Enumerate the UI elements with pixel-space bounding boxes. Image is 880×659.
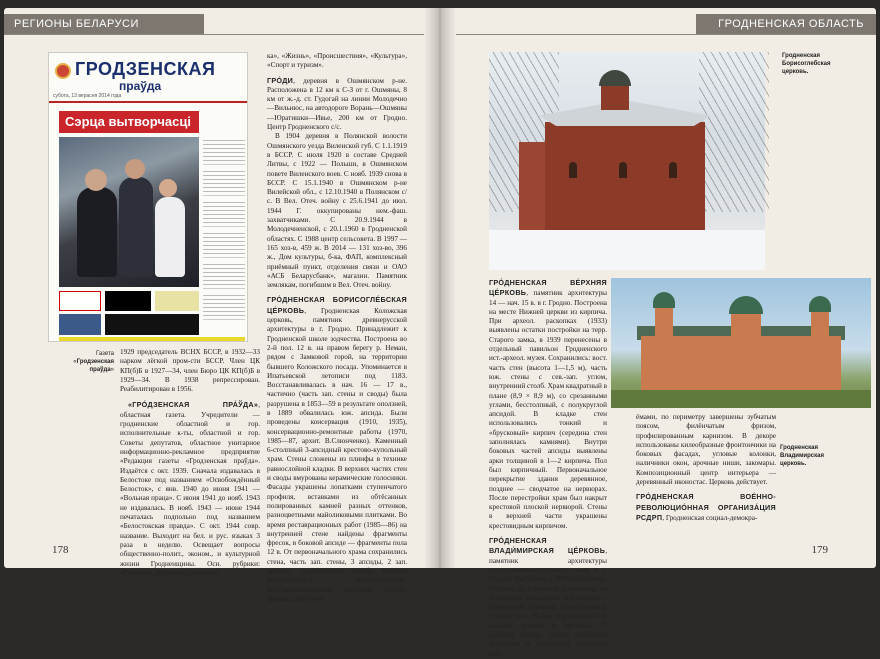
- newspaper-logo: ГРОДЗЕНСКАЯ: [75, 59, 216, 79]
- newspaper-image: [48, 52, 248, 342]
- entry-borisoglebskaya: ГРО́ДНЕНСКАЯ БОРИСОГЛЕ́БСКАЯ ЦЕ́РКОВЬ, Гродненская Коложская церковь, памятник древнерусской архитектуры в г. Гродно. Принадлежит к Гродненской школе зодчества. Построена во 2-й пол. 12 в. на правом берегу р. Неман, рядом с Замковой горой, на территории бывшего Коложского посада. Упоминается в Ипатьевской летописи под 1183. Восстанавливалась в нач. 16 — 17 в., частично (часть зап. стены и своды) была разрушена в 1853—59 в результате оползней, в 1889 обвалилась юж. апсида. Были проведены консервация (1910, 1935), консервационно-ремонтные работы (1970, 1985—87, архит. В.Слюнченко). Каменный 6-столпный 3-апсидный крестово-купольный храм. Стены сложены из плинфы в технике равнослойной кладки. В верхних частях стен и своды вмурованы керамические голосники. Фасады украшены лопатками ступенчатого профиля, вставками из обтёсанных полированных камней разных оттенков, разноцветными майоликовыми плитками. Во время реставрационных работ (1985—86) на внутренней стене найдены фрагменты фресок, в боковой апсиде — фрагменты пола 12 в. От первоначального храма сохранились стена, часть зап. стены, 3 апсиды, 2 зап. круглых подкупольных столба. Ведётся реконструкция с реставрационно-восстановительными работами (2014). Церковь действует.: [267, 295, 407, 603]
- entry-vladimirskaya: ГРО́ДНЕНСКАЯ ВЛАДИ́МИРСКАЯ ЦЕ́РКОВЬ, памятник архитектуры ретроспективно-русского стиля в г. Гродно. Построена в 1896 из кирпича. Состоит из 2-ярусной (восьмерик на четверике) колокольни под шатром с луковичной головкой, прямоугольных в плане осн. объёма под шатровой 4-скатной крышей и притвора, 5-гранной апсиды. Стены прорезаны арочными и лучковыми оконными про-: [489, 536, 607, 658]
- header-rule: [4, 34, 424, 35]
- newspaper-footer-strip: [59, 337, 245, 341]
- photo-caption: Гродненская Владимирская церковь.: [780, 445, 824, 467]
- vladimirskaya-church-photo: [611, 278, 871, 408]
- right-page: [440, 8, 876, 658]
- section-header: РЕГИОНЫ БЕЛАРУСИ: [4, 14, 204, 34]
- right-column-2: [636, 413, 776, 523]
- borisoglebskaya-church-photo: [489, 52, 765, 270]
- emblem-icon: [55, 63, 71, 79]
- left-page: [4, 8, 440, 603]
- entry-grodzenskaya-prauda: «ГРО́ДЗЕНСКАЯ ПРА́ЎДА», областная газета. Учредители — гродненские областной и гор. исполнительные к-ты, областной и гор. Советы депутатов, областное унитарное информационно-рекламное предприятие «Редакция газеты «Гродзенская праўда». Издаётся с окт. 1939. Сначала издавалась в Белостоке под названием «Освобождённый Белосток», с янв. 1940 до июня 1941 — «Вольная праца». С июня 1941 до нояб. 1943 не издавалась. В нояб. 1943 — июне 1944 печаталась подпольно под названием «Белостокская правда». С окт. 1944 совр. название. Выходит на бел. и рус. языках 3 раза в неделю. Освещает вопросы общественно-полит., эконом., и культурной жизни Гродненщины. Осн. рубрики: «Главное», «Власть», «Экономи-: [120, 400, 260, 577]
- paragraph: В 1904 деревня в Полянской волости Ошмянского уезда Виленской губ. С 1.1.1919 в БССР. С июля 1920 в составе Средней Литвы, с 1922 — Польши, в Ошмянском повете Виленского воев. С нояб. 1939 снова в БССР. С 15.1.1940 в Ошмянском р-не Вилейской обл., с 12.10.1940 в Полянском с/с. В Вел. Отеч. войну с 25.6.1941 до июл. 1944 Г. оккупированы нем.-фаш. захватчиками. С 20.9.1944 в Молодечненской, с 20.1.1960 в Гродненской областях. С 1988 центр сельсовета. В 1997 — 165 хоз-в, 459 ж. В 2014 — 131 хоз-во, 396 ж., Дом культуры, б-ка, ФАП, комплексный приёмный пункт, отделения связи и ОАО «АСБ Беларусбанк», магазин. Памятник землякам, погибшим в Вел. Отеч. войну.: [267, 132, 407, 290]
- photo-caption: Гродненская Борисоглебская церковь.: [782, 53, 831, 75]
- newspaper-caption: Газета «Гродзенская праўда»: [73, 351, 114, 373]
- left-column-2: [267, 52, 407, 604]
- newspaper-ads: [59, 291, 199, 335]
- header-rule: [456, 34, 876, 35]
- page-number: 179: [811, 544, 828, 556]
- page-number: 178: [52, 544, 69, 556]
- section-header: ГРОДНЕНСКАЯ ОБЛАСТЬ: [696, 14, 876, 34]
- newspaper-headline: Сэрца вытворчасці: [59, 111, 199, 133]
- paragraph: 1929 председатель ВСНХ БССР, в 1932—33 нарком лёгкой пром-сти БССР. Член ЦК КП(б)Б в 1927—34, член Бюро ЦК КП(б)Б в 1929—34. В 1938 репрессирован. Реабилитирован в 1956.: [120, 348, 260, 394]
- entry-rsdrp: ГРО́ДНЕНСКАЯ ВОЕ́ННО-РЕВОЛЮЦИО́ННАЯ ОРГАНИЗА́ЦИЯ РСДРП, Гродненская социал-демокра-: [636, 492, 776, 522]
- entry-verkhnyaya: ГРО́ДНЕНСКАЯ ВЕ́РХНЯЯ ЦЕ́РКОВЬ, памятник архитектуры 14 — нач. 15 в. в г. Гродно. Построена на месте Нижней церкви из кирпича. При археол. раскопках (1933) выявлены остатки постройки на терр. Старого замка, в 1939 перенесены в отдельный павильон Гродненского ист.-археол. музея. Сохранились: вост. часть стен (высота 1—1,5 м), часть юж. стены с сев.-зап. углом, внутренний столб. Храм квадратный в плане (8,9 × 8,9 м), со срезанными углами, бесстолпный, с полукруглой апсидой. В кладке стен использовались тонкий и «брусковый» кирпич (середина стен заполнялась камнями). Внутри боковых частей апсиды выявлены арки толщиной в 1—2 кирпича. Пол был кирпичный. Первоначальное перекрытие здания деревянное, позднее — сводчатое на нервюрах. После перестройки храм был накрыт крестовой плоской нервюрой. Стены в верхней части украшены крестовидным кирпичом.: [489, 278, 608, 530]
- right-column-1: [489, 278, 607, 659]
- newspaper-masthead: [49, 53, 247, 103]
- newspaper-photo: [59, 137, 199, 287]
- newspaper-logo-sub: праўда: [119, 79, 162, 93]
- paragraph: ёмами, по периметру завершены зубчатым поясом, филёнчатым фризом, профилированным карнизом. В декоре использованы килеобразные фронтончики на боковых фасадах, угловые колонки, наличники окон, арочные ниши, закомары. Композиционный центр интерьера — деревянный иконостас. Церковь действует.: [636, 413, 776, 487]
- entry-grodi: ГРО́ДИ, деревня в Ошмянском р-не. Расположена в 12 км к С-З от г. Ошмяны, 8 км от ж.-д. ст. Гудогай на линии Молодечно—Вильнюс, на автодороге Ворань—Ошмяны—Юратишки—Ивье, 200 км от Гродно. Центр Гродненского с/с.: [267, 75, 407, 132]
- newspaper-date: субота, 13 верасня 2014 года: [53, 93, 122, 99]
- paragraph: ка», «Жизнь», «Происшествия», «Культура», «Спорт и туризм».: [267, 52, 407, 70]
- newspaper-sidebar: [203, 137, 245, 317]
- left-column-1: [120, 348, 260, 578]
